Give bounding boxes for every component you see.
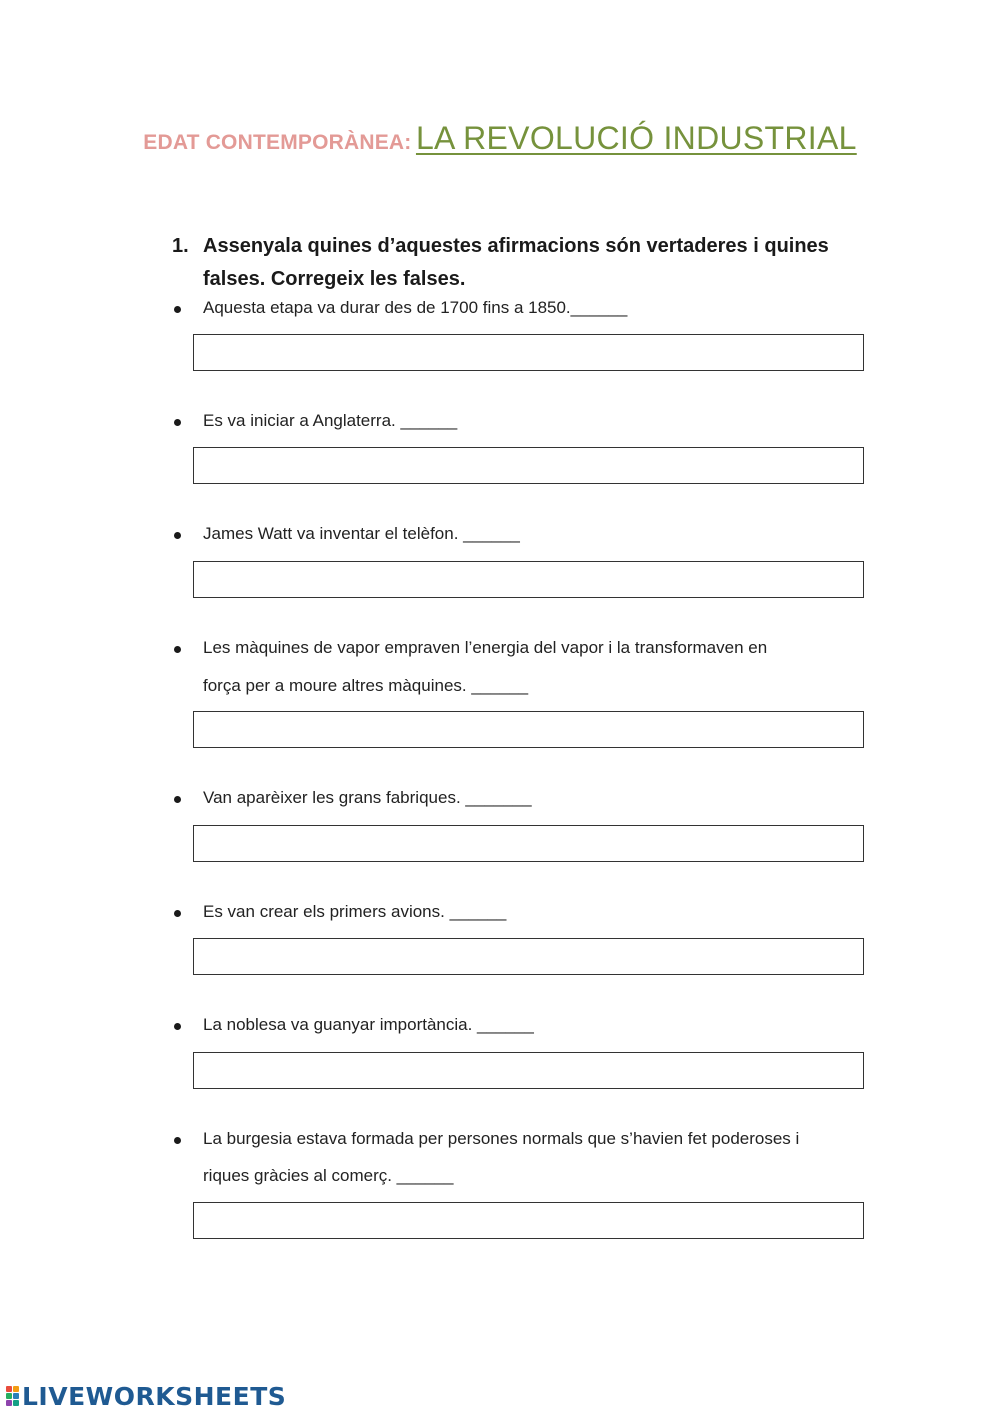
- bullet-icon: [174, 646, 181, 653]
- logo-square: [13, 1393, 19, 1399]
- question-heading: [172, 230, 872, 296]
- question-text: Assenyala quines d’aquestes afirmacions són vertaderes i quines falses. Corregeix les falses.: [203, 235, 829, 290]
- answer-field[interactable]: [193, 1052, 864, 1089]
- bullet-icon: [174, 910, 181, 917]
- bullet-icon: [174, 1023, 181, 1030]
- statement-text-line1: La burgesia estava formada per persones normals que s’havien fet poderoses i: [203, 1129, 800, 1148]
- title-main: LA REVOLUCIÓ INDUSTRIAL: [415, 120, 857, 156]
- statement-text-line2: riques gràcies al comerç. ______: [203, 1166, 454, 1185]
- answer-field[interactable]: [193, 1202, 864, 1239]
- statement-text: James Watt va inventar el telèfon. ______: [203, 524, 520, 543]
- statement-text: Aquesta etapa va durar des de 1700 fins a 1850.______: [203, 298, 628, 317]
- statement-text: La noblesa va guanyar importància. ______: [203, 1015, 534, 1034]
- logo-square: [13, 1400, 19, 1406]
- statement-text-line2: força per a moure altres màquines. ______: [203, 676, 529, 695]
- logo-square: [6, 1386, 12, 1392]
- title-prefix: EDAT CONTEMPORÀNEA:: [143, 131, 412, 154]
- statement-text-line1: Les màquines de vapor empraven l’energia del vapor i la transformaven en: [203, 638, 768, 657]
- logo-square: [6, 1400, 12, 1406]
- bullet-icon: [174, 1137, 181, 1144]
- page-title: [0, 120, 1000, 157]
- logo-square: [6, 1393, 12, 1399]
- statement-text: Es van crear els primers avions. ______: [203, 902, 507, 921]
- statement-text: Van aparèixer les grans fabriques. _______: [203, 788, 532, 807]
- logo-square: [13, 1386, 19, 1392]
- logo-mark-icon: [6, 1386, 19, 1406]
- statement-text: Es va iniciar a Anglaterra. ______: [203, 411, 458, 430]
- bullet-icon: [174, 532, 181, 539]
- liveworksheets-logo: [6, 1380, 286, 1412]
- answer-field[interactable]: [193, 825, 864, 862]
- answer-field[interactable]: [193, 334, 864, 371]
- question-number: 1.: [172, 235, 189, 257]
- bullet-icon: [174, 419, 181, 426]
- answer-field[interactable]: [193, 447, 864, 484]
- bullet-icon: [174, 796, 181, 803]
- answer-field[interactable]: [193, 938, 864, 975]
- logo-text: LIVEWORKSHEETS: [22, 1381, 287, 1411]
- answer-field[interactable]: [193, 561, 864, 598]
- answer-field[interactable]: [193, 711, 864, 748]
- bullet-icon: [174, 306, 181, 313]
